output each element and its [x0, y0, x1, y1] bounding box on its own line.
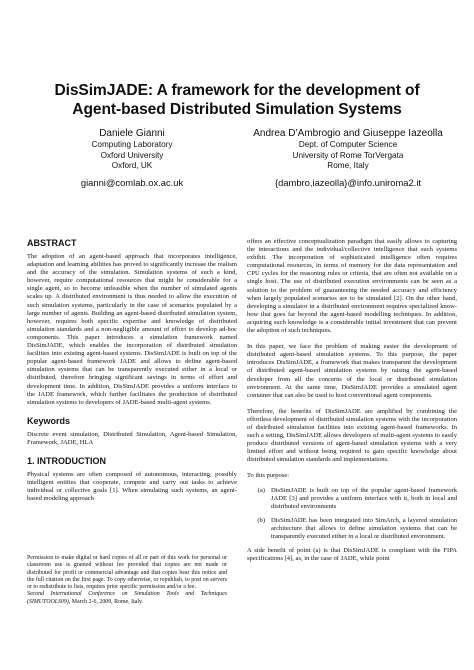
title-line-1: DisSimJADE: A framework for the development of	[54, 82, 420, 99]
author-block-1	[27, 127, 237, 189]
author-city: Rome, Italy	[327, 161, 369, 170]
introduction-heading: 1. INTRODUCTION	[27, 455, 107, 466]
paragraph: A side benefit of point (a) is that DisSimJADE is compliant with the FIPA specifications [4], as, in the case of JADE, while point	[247, 547, 457, 563]
left-column	[27, 238, 237, 503]
list-item	[247, 517, 457, 541]
author-affiliation: Computing Laboratory	[91, 140, 173, 149]
author-affiliation: Oxford University	[100, 150, 164, 160]
list-item-text: DisSimJADE is built on top of the popular agent-based framework JADE [3] and provides a uniform interface with it, both in local and distributed environments	[271, 486, 457, 510]
abstract-heading: ABSTRACT	[27, 238, 77, 248]
author-affiliation: University of Rome TorVergata	[292, 150, 404, 160]
author-affiliation: Dept. of Computer Science	[298, 140, 398, 149]
paragraph: In this paper, we face the problem of making easier the development of distributed agent-based simulation systems. To this purpose, the paper introduces DisSimJADE, a framework that makes transparent the development of distributed agent-based simulation systems by raising the agent-based developer from all the concerns of the local or distributed simulation environment. At the same time, DisSimJADE provides a simulated agent container that can also be used to host conventional agent components.	[247, 343, 457, 399]
paragraph: offers an effective conceptualization paradigm that easily allows to capturing the interactions and the individual/collective intelligence that such systems exhibit. The incorporation of sophisticated intelligence often requires computational resources, in terms of memory for the data representation and CPU cycles for the reasoning rules or criteria, that are often not available on a single host. The use of distributed execution environments can be seen as a solution to the problem of guaranteeing the needed accuracy and efficiency when largely populated scenarios are to be simulated [2]. On the other hand, developing a simulator in a distributed environment requires specialized know-how that goes far beyond the agent-based modelling techniques. In addition, acquiring such knowledge is a considerable initial investment that can prevent the adoption of such techniques.	[247, 238, 457, 335]
list-item	[247, 487, 457, 511]
author-email: gianni@comlab.ox.ac.uk	[80, 176, 184, 188]
right-column	[247, 238, 457, 563]
paragraph: Therefore, the benefits of DisSimJADE are amplified by combining the effortless development of distributed simulation systems with the incorporation of distributed simulation facilities into existing agent-based frameworks. In such a setting, DisSimJADE allows developers of multi-agent systems to easily produce distributed versions of agent-based simulation systems with a very limited effort and without being required to gain specific knowledge about distributed simulation standards and implementations.	[247, 407, 457, 464]
list-item-text: DisSimJADE has been integrated into SimArch, a layered simulation architecture that allows to define simulation systems that can be transparently executed either in a local or distributed environment.	[271, 516, 457, 540]
conference-name: Second International Conference on Simulation Tools and Techniques (SIMUTOOLS09),	[27, 591, 227, 605]
author-name: Andrea D’Ambrogio and Giuseppe Iazeolla	[253, 128, 443, 139]
paragraph: To this purpose:	[247, 472, 290, 480]
paper-title	[20, 81, 454, 119]
list-marker: (b)	[257, 516, 265, 524]
list-marker: (a)	[257, 486, 265, 494]
abstract-text: The adoption of an agent-based approach that incorporates intelligence, adaptation and learning abilities has proved to significantly increase the realism and the accuracy of the simulation. Simulation systems of such a kind, however, require computational resources that might be considerable for a single agent, so to become unfeasible when the number of simulated agents scales up. A distributed environment is thus needed to allow the execution of such simulation systems, particularly in the case of scenarios populated by a large number of agents. Building an agent-based distributed simulation system, however, requires both specific expertise and knowledge of distributed simulation standards and a non-negligible amount of effort to develop ad-hoc components. This paper introduces a simulation framework named DisSimJADE, which enables the incorporation of distributed simulation facilities into existing agent-based systems. DisSimJADE is built on top of the popular agent-based framework JADE and allows to define agent-based simulation systems that can be transparently executed either in a local or distributed, therefore bringing significant savings in terms of effort and development time. In addition, DisSimJADE provides a uniform interface to the JADE framework, which further facilitates the production of distributed simulation systems to developers of JADE-based multi-agent systems.	[27, 253, 237, 406]
author-city: Oxford, UK	[111, 161, 153, 170]
author-email: {dambro,iazeolla}@info.uniroma2.it	[274, 176, 422, 188]
author-name: Daniele Gianni	[99, 128, 165, 139]
author-block-2	[237, 127, 459, 189]
keywords-text: Discrete event simulation, Distributed Simulation, Agent-based Simulation, Framework, JADE, HLA	[27, 430, 237, 446]
conference-place: March 2-6, 2009, Rome, Italy.	[71, 598, 144, 605]
title-line-2: Agent-based Distributed Simulation Systems	[72, 101, 402, 118]
copyright-footnote	[27, 555, 227, 606]
permission-notice: Permission to make digital or hard copies of all or part of this work for personal or classroom use is granted without fee provided that copies are not made or distributed for profit or commercial advantage and that copies bear this notice and the full citation on the first page. To copy otherwise, or republish, to post on servers or to redistribute to lists, requires prior specific permission and/or a fee.	[27, 555, 227, 591]
introduction-text: Physical systems are often composed of autonomous, interacting, possibly intelligent entities that cooperate, compete and carry out tasks to achieve individual or collective goals [1]. When simulating such systems, an agent-based modeling approach	[27, 470, 237, 503]
keywords-heading: Keywords	[27, 415, 71, 426]
